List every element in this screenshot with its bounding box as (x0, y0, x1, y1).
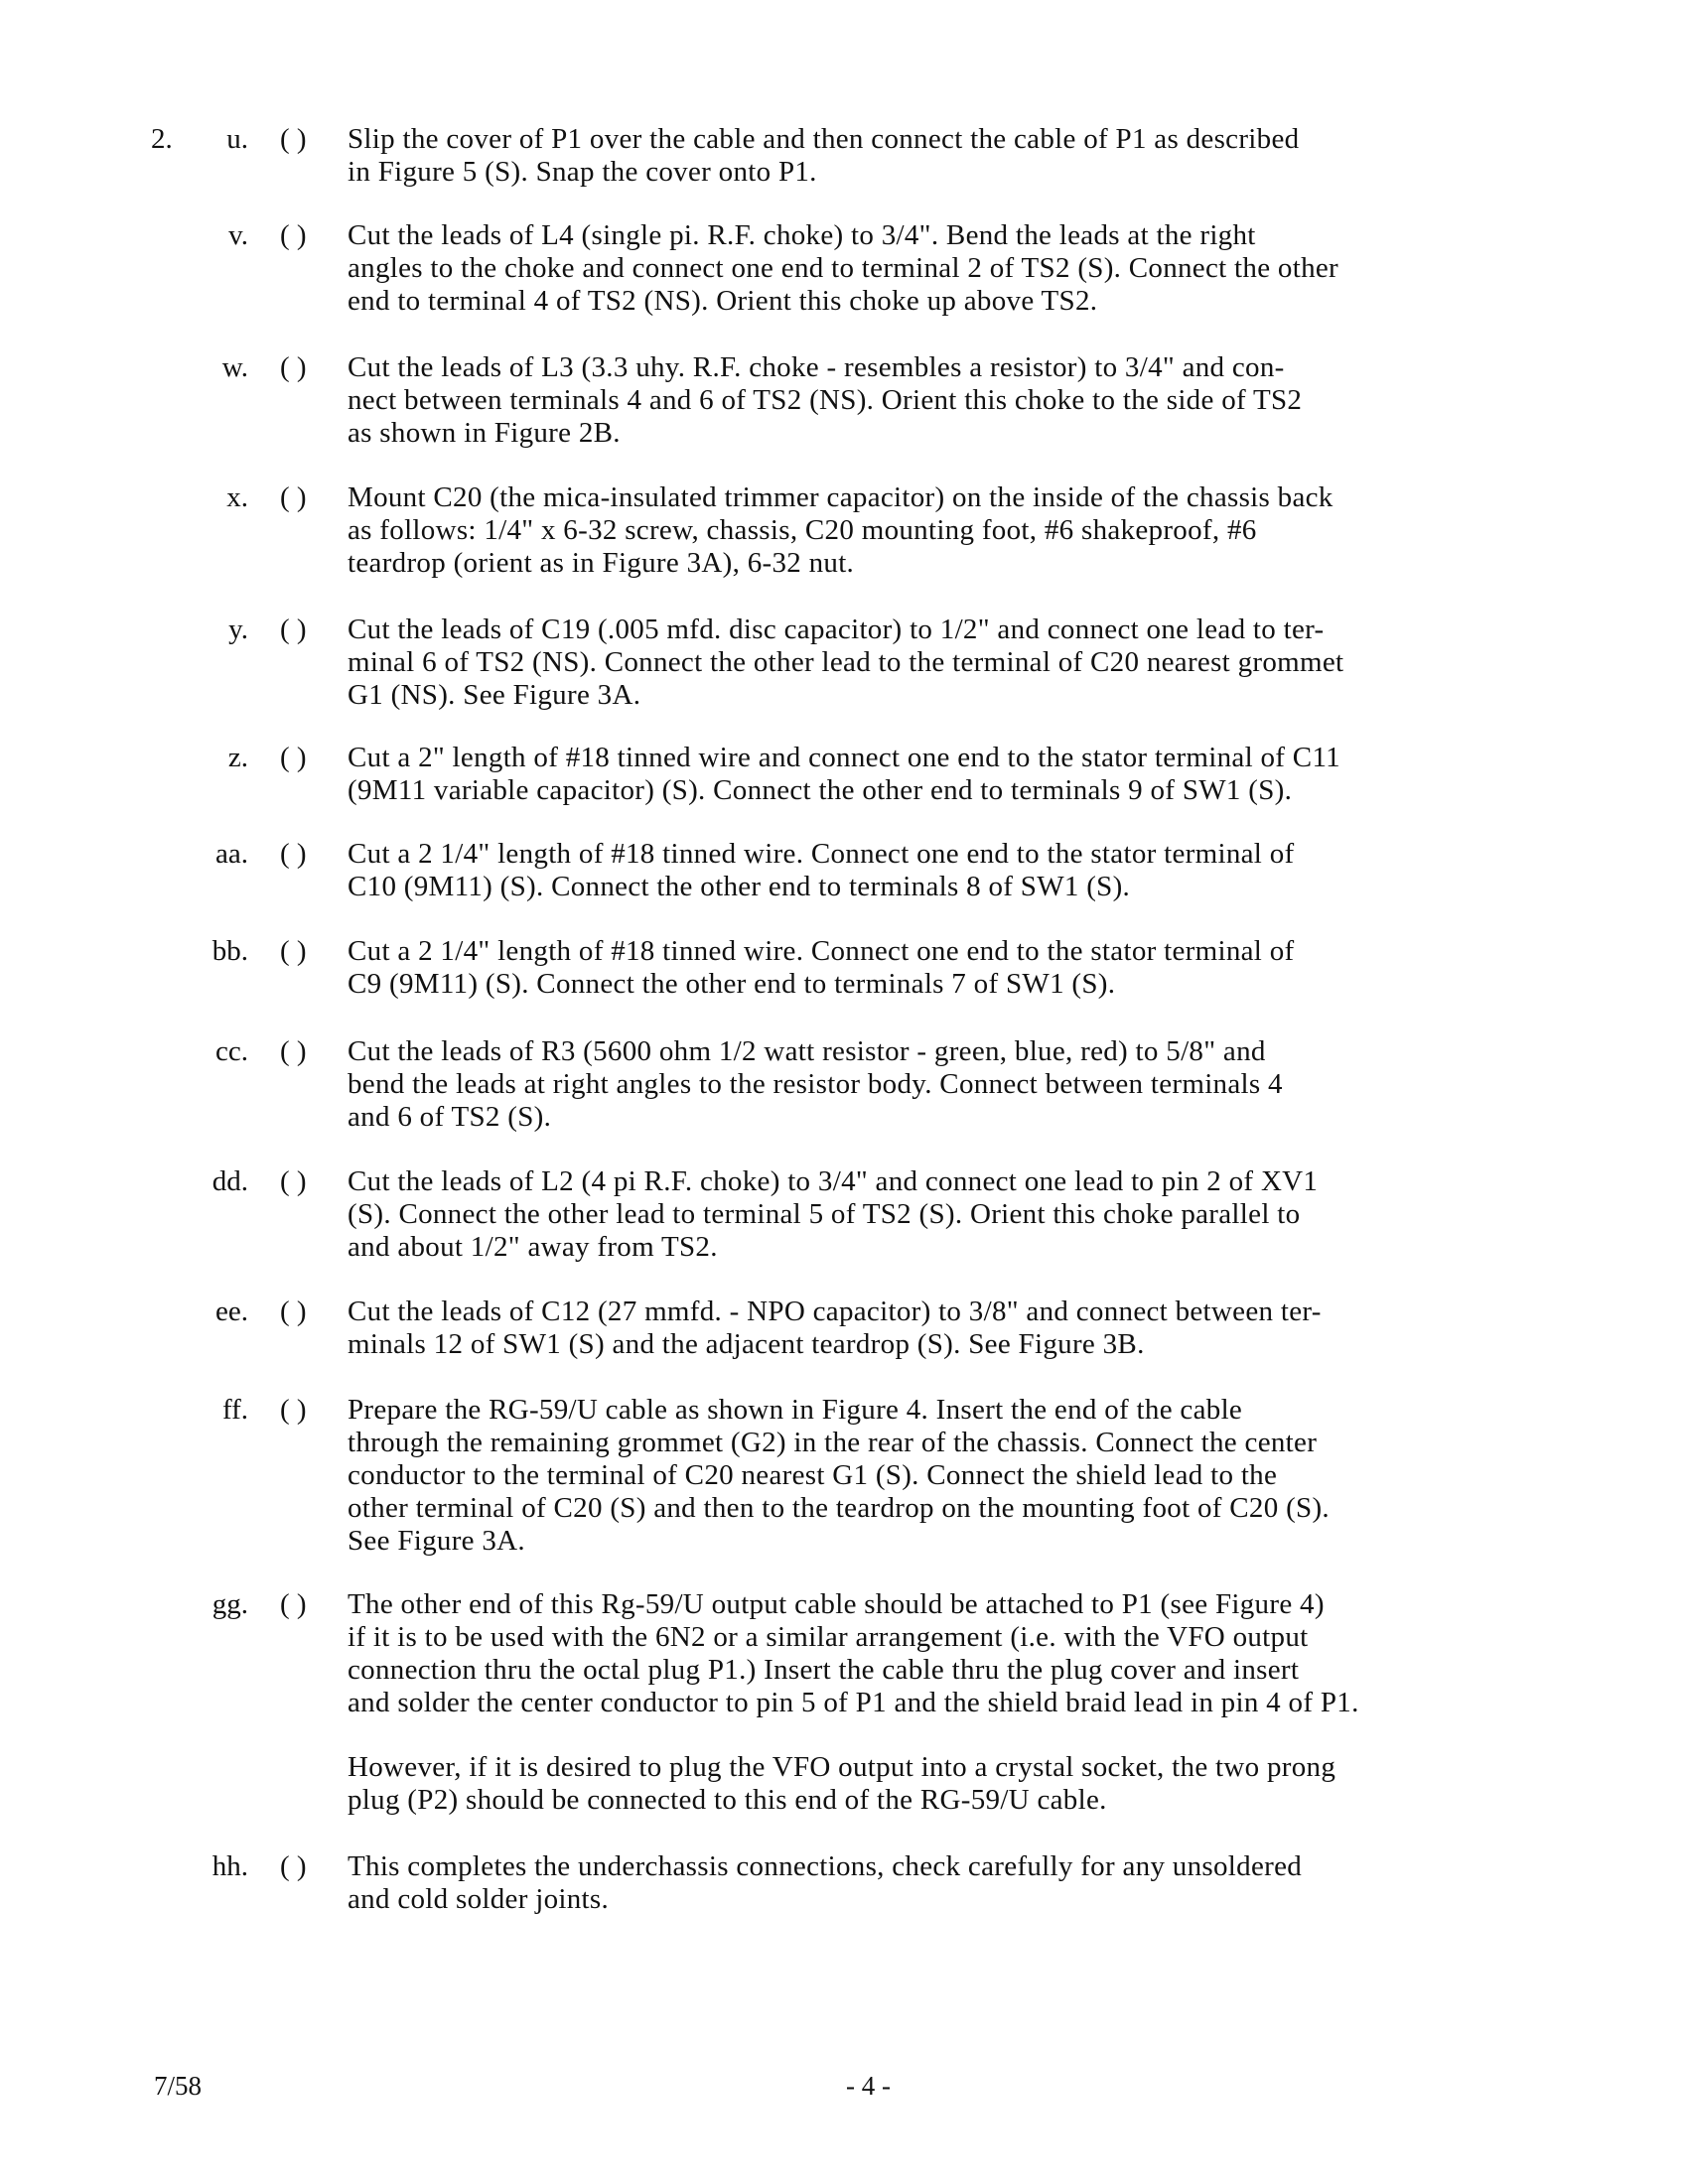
step-checkbox[interactable]: ( ) (280, 1296, 307, 1327)
text-line: (9M11 variable capacitor) (S). Connect the other end to terminals 9 of SW1 (S). (348, 774, 1293, 806)
note-line: plug (P2) should be connected to this end of the RG-59/U cable. (348, 1784, 1107, 1816)
step-text (348, 838, 1638, 903)
step-checkbox[interactable]: ( ) (280, 123, 307, 155)
text-line: Cut the leads of C12 (27 mmfd. - NPO capacitor) to 3/8" and connect between ter- (348, 1296, 1322, 1327)
step-text (348, 1296, 1638, 1361)
footer-date: 7/58 (154, 2071, 203, 2101)
step-label: bb. (211, 935, 248, 967)
step-text (348, 481, 1638, 580)
text-line: Cut the leads of R3 (5600 ohm 1/2 watt resistor - green, blue, red) to 5/8" and (348, 1035, 1266, 1067)
text-line: and solder the center conductor to pin 5 of P1 and the shield braid lead in pin 4 of P1. (348, 1687, 1359, 1718)
step-checkbox[interactable]: ( ) (280, 351, 307, 383)
step-label: u. (226, 123, 248, 155)
text-line: Cut the leads of L2 (4 pi R.F. choke) to 3/4" and connect one lead to pin 2 of XV1 (348, 1165, 1319, 1197)
step-checkbox[interactable]: ( ) (280, 935, 307, 967)
step-label: aa. (215, 838, 248, 870)
step-text (348, 614, 1638, 712)
step-checkbox[interactable]: ( ) (280, 219, 307, 251)
text-line: Cut a 2 1/4" length of #18 tinned wire. Connect one end to the stator terminal of (348, 838, 1295, 870)
text-line: Cut a 2" length of #18 tinned wire and connect one end to the stator terminal of C11 (348, 742, 1340, 773)
step-text (348, 123, 1638, 189)
text-line: as follows: 1/4" x 6-32 screw, chassis, C20 mounting foot, #6 shakeproof, #6 (348, 514, 1257, 546)
text-line: See Figure 3A. (348, 1525, 525, 1557)
text-line: and about 1/2" away from TS2. (348, 1231, 718, 1263)
section-number: 2. (151, 123, 173, 155)
step-checkbox[interactable]: ( ) (280, 1165, 307, 1197)
step-checkbox[interactable]: ( ) (280, 1394, 307, 1426)
text-line: Cut the leads of L4 (single pi. R.F. choke) to 3/4". Bend the leads at the right (348, 219, 1256, 251)
step-text (348, 351, 1638, 450)
spacer (348, 1719, 1638, 1751)
step-label: v. (228, 219, 248, 251)
step-label: hh. (211, 1850, 248, 1882)
text-line: bend the leads at right angles to the resistor body. Connect between terminals 4 (348, 1068, 1283, 1100)
step-checkbox[interactable]: ( ) (280, 1850, 307, 1882)
step-checkbox[interactable]: ( ) (280, 742, 307, 773)
step-text (348, 219, 1638, 318)
text-line: through the remaining grommet (G2) in the rear of the chassis. Connect the center (348, 1427, 1318, 1458)
text-line: end to terminal 4 of TS2 (NS). Orient this choke up above TS2. (348, 285, 1098, 317)
step-checkbox[interactable]: ( ) (280, 481, 307, 513)
note-line: However, if it is desired to plug the VFO output into a crystal socket, the two prong (348, 1751, 1336, 1783)
text-line: minals 12 of SW1 (S) and the adjacent teardrop (S). See Figure 3B. (348, 1328, 1145, 1360)
text-line: other terminal of C20 (S) and then to the teardrop on the mounting foot of C20 (S). (348, 1492, 1330, 1524)
step-text (348, 1850, 1638, 1916)
text-line: Slip the cover of P1 over the cable and then connect the cable of P1 as described (348, 123, 1300, 155)
text-line: and cold solder joints. (348, 1883, 610, 1915)
text-line: Cut the leads of L3 (3.3 uhy. R.F. choke - resembles a resistor) to 3/4" and con- (348, 351, 1285, 383)
step-label: ee. (215, 1296, 248, 1327)
step-checkbox[interactable]: ( ) (280, 614, 307, 645)
text-line: and 6 of TS2 (S). (348, 1101, 552, 1133)
text-line: C9 (9M11) (S). Connect the other end to terminals 7 of SW1 (S). (348, 968, 1116, 1000)
step-text (348, 1394, 1638, 1558)
step-text (348, 935, 1638, 1001)
step-text (348, 1588, 1638, 1817)
step-checkbox[interactable]: ( ) (280, 1588, 307, 1620)
step-label: w. (221, 351, 248, 383)
step-text (348, 1165, 1638, 1264)
page-number: - 4 - (846, 2071, 891, 2101)
step-label: z. (227, 742, 248, 773)
step-label: gg. (211, 1588, 248, 1620)
text-line: if it is to be used with the 6N2 or a similar arrangement (i.e. with the VFO output (348, 1621, 1309, 1653)
text-line: angles to the choke and connect one end to terminal 2 of TS2 (S). Connect the other (348, 252, 1339, 284)
step-label: x. (226, 481, 248, 513)
step-checkbox[interactable]: ( ) (280, 838, 307, 870)
text-line: Cut a 2 1/4" length of #18 tinned wire. Connect one end to the stator terminal of (348, 935, 1295, 967)
text-line: The other end of this Rg-59/U output cable should be attached to P1 (see Figure 4) (348, 1588, 1325, 1620)
step-checkbox[interactable]: ( ) (280, 1035, 307, 1067)
text-line: G1 (NS). See Figure 3A. (348, 679, 641, 711)
step-label: dd. (211, 1165, 248, 1197)
text-line: (S). Connect the other lead to terminal 5 of TS2 (S). Orient this choke parallel to (348, 1198, 1301, 1230)
text-line: Mount C20 (the mica-insulated trimmer capacitor) on the inside of the chassis back (348, 481, 1333, 513)
text-line: teardrop (orient as in Figure 3A), 6-32 nut. (348, 547, 855, 579)
step-label: cc. (215, 1035, 248, 1067)
text-line: in Figure 5 (S). Snap the cover onto P1. (348, 156, 817, 188)
text-line: conductor to the terminal of C20 nearest G1 (S). Connect the shield lead to the (348, 1459, 1278, 1491)
text-line: as shown in Figure 2B. (348, 417, 621, 449)
step-text (348, 742, 1638, 807)
step-text (348, 1035, 1638, 1134)
text-line: Cut the leads of C19 (.005 mfd. disc capacitor) to 1/2" and connect one lead to ter- (348, 614, 1325, 645)
step-label: ff. (221, 1394, 248, 1426)
text-line: minal 6 of TS2 (NS). Connect the other lead to the terminal of C20 nearest grommet (348, 646, 1344, 678)
step-label: y. (228, 614, 248, 645)
text-line: Prepare the RG-59/U cable as shown in Figure 4. Insert the end of the cable (348, 1394, 1243, 1426)
text-line: C10 (9M11) (S). Connect the other end to terminals 8 of SW1 (S). (348, 871, 1131, 902)
text-line: This completes the underchassis connections, check carefully for any unsoldered (348, 1850, 1303, 1882)
text-line: nect between terminals 4 and 6 of TS2 (NS). Orient this choke to the side of TS2 (348, 384, 1303, 416)
text-line: connection thru the octal plug P1.) Insert the cable thru the plug cover and insert (348, 1654, 1300, 1686)
